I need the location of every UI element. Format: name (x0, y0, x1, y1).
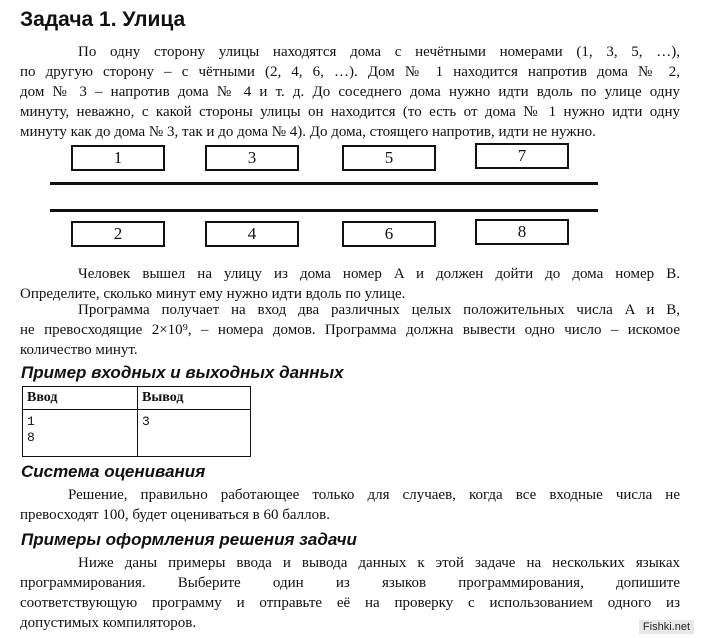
house-even: 2 (71, 221, 165, 247)
house-even: 4 (205, 221, 299, 247)
grading-heading: Система оценивания (21, 462, 206, 481)
solutions-line: допустимых компиляторов. (20, 615, 197, 631)
intro-line: По одну сторону улицы находятся дома с нечётными номерами (1, 3, 5, …), (78, 44, 680, 60)
solutions-paragraph (20, 553, 680, 633)
intro-line: минуту как до дома № 3, так и до дома № 4). До дома, стоящего напротив, идти не нужно. (20, 124, 596, 140)
street-line-bottom (50, 209, 598, 212)
solutions-line: Ниже даны примеры ввода и вывода данных к этой задаче на нескольких языках (78, 555, 680, 571)
grading-paragraph (20, 485, 680, 525)
house-even: 8 (475, 219, 569, 245)
intro-line: минуту, неважно, с какой стороны улицы он находится (то есть от дома № 1 нужно идти одну (20, 104, 680, 120)
grading-line: Решение, правильно работающее только для случаев, когда все входные числа не (68, 487, 680, 503)
grading-line: превосходят 100, будет оцениваться в 60 баллов. (20, 507, 330, 523)
house-odd: 7 (475, 143, 569, 169)
task-paragraph (20, 264, 680, 304)
table-cell-input: 1 8 (23, 410, 138, 457)
solutions-line: соответствующую программу и отправьте её на проверку с использованием одного из (20, 595, 680, 611)
house-odd: 5 (342, 145, 436, 171)
table-cell-output: 3 (138, 410, 251, 457)
solutions-heading: Примеры оформления решения задачи (21, 530, 357, 549)
input-paragraph (20, 300, 680, 360)
example-table (22, 386, 251, 457)
table-header-input: Ввод (23, 387, 138, 410)
input-line: количество минут. (20, 342, 138, 358)
street-line-top (50, 182, 598, 185)
page-title: Задача 1. Улица (20, 8, 186, 31)
intro-line: дом № 3 – напротив дома № 4 и т. д. До соседнего дома нужно идти вдоль по улице одну (20, 84, 680, 100)
task-line: Определите, сколько минут ему нужно идти вдоль по улице. (20, 286, 406, 302)
intro-line: по другую сторону – с чётными (2, 4, 6, …). Дом № 1 находится напротив дома № 2, (20, 64, 680, 80)
house-odd: 3 (205, 145, 299, 171)
task-line: Человек вышел на улицу из дома номер A и должен дойти до дома номер B. (78, 266, 680, 282)
input-line: не превосходящие 2×10⁹, – номера домов. Программа должна вывести одно число – искомое (20, 322, 680, 338)
example-heading: Пример входных и выходных данных (21, 363, 344, 382)
house-even: 6 (342, 221, 436, 247)
table-header-output: Вывод (138, 387, 251, 410)
watermark: Fishki.net (639, 620, 694, 634)
house-odd: 1 (71, 145, 165, 171)
solutions-line: программирования. Выберите один из языков программирования, допишите (20, 575, 680, 591)
intro-paragraph (20, 42, 680, 142)
input-line: Программа получает на вход два различных целых положительных числа A и B, (78, 302, 680, 318)
